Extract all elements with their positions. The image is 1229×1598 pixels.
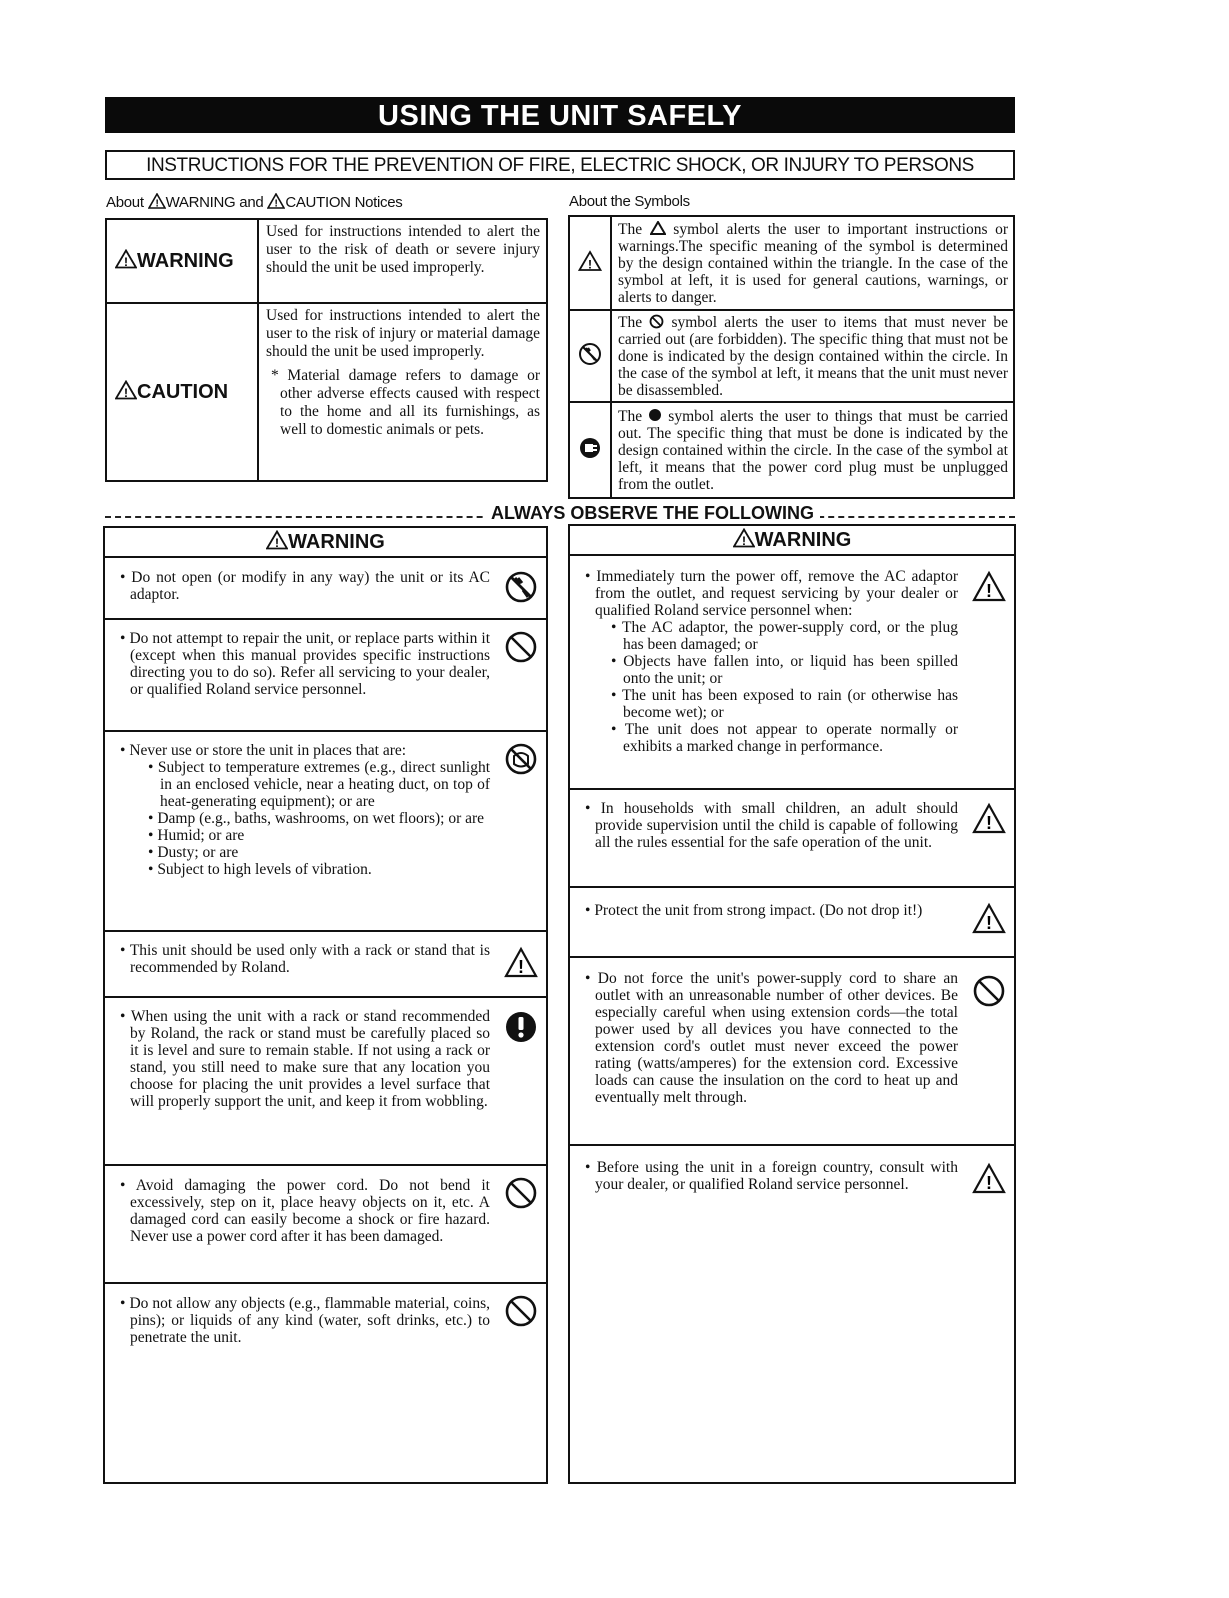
mandatory-exclamation-icon — [504, 1010, 538, 1044]
svg-text:!: ! — [588, 257, 592, 271]
svg-text:!: ! — [986, 913, 992, 933]
notices-heading: About ! WARNING and ! CAUTION Notices — [106, 194, 403, 211]
prohibited-icon — [504, 1176, 538, 1210]
caution-triangle-icon — [733, 528, 755, 548]
circle-symbol-description: The symbol alerts the user to items that must never be carried out (are forbidden). The specific thing that must not be done is indicated by the design contained within the circle. In the case of the symbol at left, it means that the unit must never be disassembled. — [611, 310, 1014, 402]
left-items — [105, 558, 546, 1482]
list-item: • This unit should be used only with a rack or stand that is recommended by Roland. ! — [105, 930, 546, 998]
caution-triangle-icon — [972, 1162, 1006, 1196]
caution-triangle-icon — [972, 802, 1006, 836]
list-item: • Do not force the unit's power-supply cord to share an outlet with an unreasonable number of other devices. Be especially careful when using extension cords—the total power used by all devices you have connected to the extension cord's outlet must never exceed the power rating (watts/amperes) for the extension cord. Excessive loads can cause the insulation on the cord to heat up and eventually melt through. — [570, 956, 1014, 1146]
svg-text:!: ! — [518, 957, 524, 977]
caution-triangle-icon — [972, 570, 1006, 604]
svg-text:!: ! — [986, 1173, 992, 1193]
prohibited-icon — [504, 630, 538, 664]
caution-label-cell: ! CAUTION — [106, 303, 258, 481]
mandatory-dot-icon — [648, 408, 662, 422]
always-observe-divider — [105, 503, 1015, 523]
sub-list: • Subject to temperature extremes (e.g., direct sunlight in an enclosed vehicle, near a heating duct, on top of heat-generating equipment); or are • Damp (e.g., baths, washrooms, on wet floors); or are • Humid; or are • Dusty; or are • Subject to high levels of vibration. — [148, 759, 490, 878]
dot-symbol-description: The symbol alerts the user to things that must be carried out. The specific thing that must be done is indicated by the design contained within the circle. In the case of the symbol at left, it means that the power cord plug must be unplugged from the outlet. — [611, 402, 1014, 498]
list-item: • Never use or store the unit in places that are: • Subject to temperature extremes (e.g., direct sunlight in an enclosed vehicle, near a heating duct, on top of heat-generating equipment); or are • Damp (e.g., baths, washrooms, on wet floors); or are • Humid; or are • Dusty; or are • Subject to high levels of vibration. — [105, 730, 546, 932]
list-item: • Do not attempt to repair the unit, or replace parts within it (except when this manual provides specific instructions directing you to do so). Refer all servicing to your dealer, or qualified Roland service personnel. — [105, 618, 546, 732]
svg-text:!: ! — [741, 534, 746, 548]
caution-triangle-icon — [267, 193, 285, 209]
triangle-symbol-description: The symbol alerts the user to important instructions or warnings.The specific meaning of the symbol is determined by the design contained within the triangle. In the case of the symbol at left, it is used for general cautions, warnings, or alerts to danger. — [611, 216, 1014, 310]
caution-description: Used for instructions intended to alert the user to the risk of injury or material damage should the unit be used improperly. * Material damage refers to damage or other adverse effects caused with respect to the home and all its furnishings, as well to domestic animals or pets. — [258, 303, 547, 481]
list-item: • Avoid damaging the power cord. Do not bend it excessively, step on it, place heavy objects on it, etc. A damaged cord can easily become a shock or fire hazard. Never use a power cord after it has been damaged. — [105, 1164, 546, 1284]
caution-footnote: * Material damage refers to damage or other adverse effects caused with respect to the home and all its furnishings, as well to domestic animals or pets. — [271, 367, 540, 438]
prohibited-symbol-icon — [649, 314, 664, 329]
list-item: • Before using the unit in a foreign country, consult with your dealer, or qualified Roland service personnel. ! — [570, 1144, 1014, 1484]
svg-text:!: ! — [124, 255, 128, 269]
page-subtitle: INSTRUCTIONS FOR THE PREVENTION OF FIRE, ELECTRIC SHOCK, OR INJURY TO PERSONS — [105, 150, 1015, 180]
list-item: • Protect the unit from strong impact. (Do not drop it!) ! — [570, 886, 1014, 958]
symbols-table — [568, 215, 1015, 499]
right-warning-panel — [568, 524, 1016, 1484]
svg-text:!: ! — [275, 536, 280, 550]
list-item: • Do not open (or modify in any way) the unit or its AC adaptor. — [105, 558, 546, 620]
caution-triangle-icon — [504, 946, 538, 980]
caution-triangle-icon — [972, 902, 1006, 936]
svg-text:!: ! — [274, 198, 278, 209]
list-item: • In households with small children, an adult should provide supervision until the child is capable of following all the rules essential for the safe operation of the unit. ! — [570, 788, 1014, 888]
list-item: • When using the unit with a rack or stand recommended by Roland, the rack or stand must be carefully placed so it is level and sure to remain stable. If not using a rack or stand, you still need to make sure that any location you choose for placing the unit provides a level surface that will properly support the unit, and keep it from wobbling. — [105, 996, 546, 1166]
no-wet-hands-icon — [504, 742, 538, 776]
no-disassemble-icon — [578, 342, 602, 366]
svg-text:!: ! — [986, 581, 992, 601]
list-item: • Do not allow any objects (e.g., flammable material, coins, pins); or liquids of any kind (water, soft drinks, etc.) to penetrate the unit. — [105, 1282, 546, 1484]
page-title: USING THE UNIT SAFELY — [105, 97, 1015, 133]
svg-text:!: ! — [986, 813, 992, 833]
right-panel-heading: ! WARNING — [570, 526, 1014, 556]
caution-triangle-icon — [115, 249, 137, 269]
caution-triangle-icon — [266, 530, 288, 550]
caution-triangle-icon — [148, 193, 166, 209]
notices-table — [105, 218, 548, 482]
right-items — [570, 556, 1014, 1482]
left-panel-heading: ! WARNING — [105, 528, 546, 558]
prohibited-icon — [504, 1294, 538, 1328]
prohibited-icon — [972, 974, 1006, 1008]
no-disassemble-icon — [504, 570, 538, 604]
caution-triangle-icon — [115, 380, 137, 400]
left-warning-panel — [103, 526, 548, 1484]
always-observe-heading: ALWAYS OBSERVE THE FOLLOWING — [485, 503, 820, 524]
warning-description: Used for instructions intended to alert the user to the risk of death or severe injury should the unit be used improperly. — [258, 219, 547, 303]
list-item: • Immediately turn the power off, remove the AC adaptor from the outlet, and request servicing by your dealer or qualified Roland service personnel when: • The AC adaptor, the power-supply cord, or the plug has been damaged; or • Objects have fallen into, or liquid has been spilled onto the unit; or • The unit has been exposed to rain (or otherwise has become wet); or • The unit does not appear to operate normally or exhibits a marked change in performance. ! — [570, 556, 1014, 790]
sub-list: • The AC adaptor, the power-supply cord, or the plug has been damaged; or • Objects have fallen into, or liquid has been spilled onto the unit; or • The unit has been exposed to rain (or otherwise has become wet); or • The unit does not appear to operate normally or exhibits a marked change in performance. — [611, 619, 959, 755]
svg-text:!: ! — [124, 386, 128, 400]
svg-text:!: ! — [155, 198, 159, 209]
unplug-icon — [578, 436, 602, 460]
triangle-symbol-icon — [650, 221, 666, 235]
symbols-heading: About the Symbols — [569, 193, 690, 210]
caution-triangle-icon — [578, 250, 602, 272]
warning-label-cell: ! WARNING — [106, 219, 258, 303]
